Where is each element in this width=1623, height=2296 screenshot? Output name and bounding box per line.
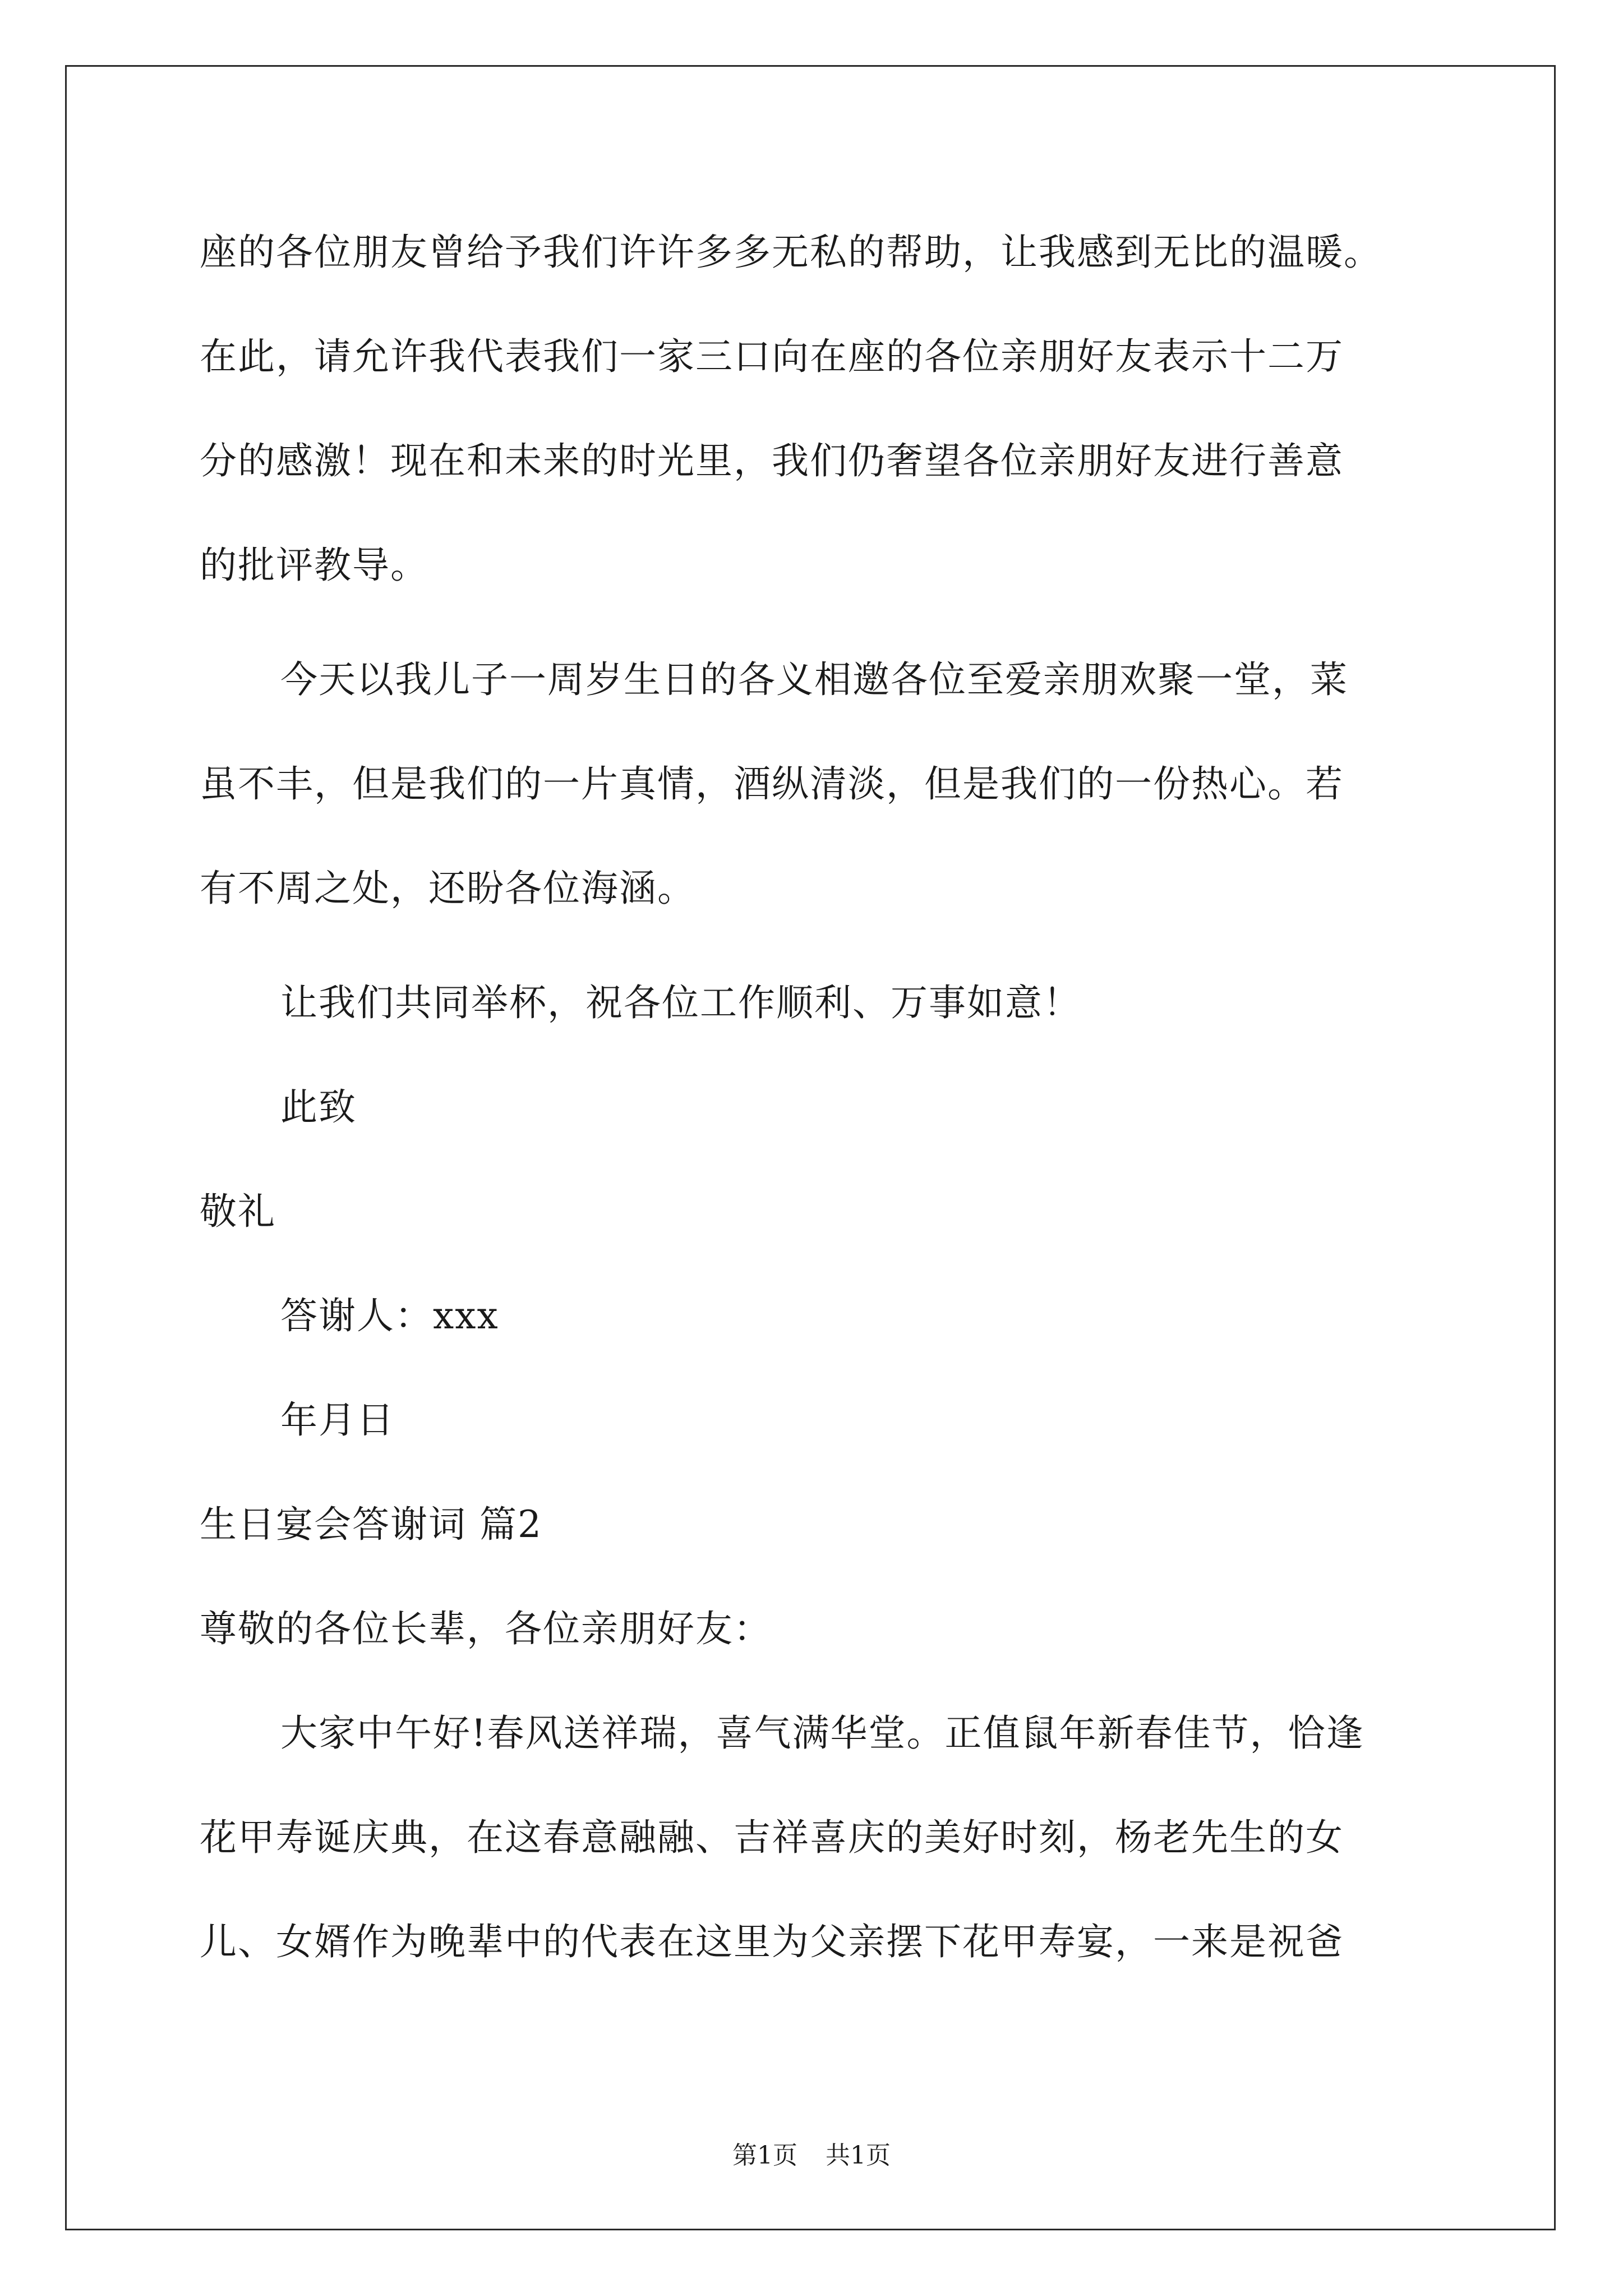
page-number: 第1页	[732, 2141, 797, 2170]
body-line-6: 虽不丰，但是我们的一片真情，酒纵清淡，但是我们的一份热心。若	[200, 762, 1344, 806]
body-line-2: 在此，请允许我代表我们一家三口向在座的各位亲朋好友表示十二万	[200, 335, 1344, 378]
toast-line: 让我们共同举杯，祝各位工作顺利、万事如意！	[280, 981, 1081, 1024]
closing-salutation: 此致	[280, 1085, 357, 1129]
paragraph-start: 今天以我儿子一周岁生日的各义相邀各位至爱亲朋欢聚一堂，菜	[280, 658, 1348, 701]
greeting-line: 尊敬的各位长辈，各位亲朋好友：	[200, 1607, 772, 1650]
page-footer	[0, 2140, 1623, 2171]
body-line-16: 花甲寿诞庆典，在这春意融融、吉祥喜庆的美好时刻，杨老先生的女	[200, 1816, 1344, 1859]
signature-line: 答谢人：xxx	[280, 1294, 499, 1337]
body-line-7: 有不周之处，还盼各位海涵。	[200, 867, 695, 910]
body-line-1: 座的各位朋友曾给予我们许许多多无私的帮助，让我感到无比的温暖。	[200, 231, 1382, 274]
section-heading: 生日宴会答谢词 篇2	[200, 1503, 542, 1546]
body-line-3: 分的感激！现在和未来的时光里，我们仍奢望各位亲朋好友进行善意	[200, 439, 1344, 482]
paragraph-start-2: 大家中午好!春风送祥瑞，喜气满华堂。正值鼠年新春佳节，恰逢	[280, 1711, 1364, 1755]
body-line-17: 儿、女婿作为晚辈中的代表在这里为父亲摆下花甲寿宴，一来是祝爸	[200, 1920, 1344, 1963]
closing-respect: 敬礼	[200, 1190, 276, 1233]
date-line: 年月日	[280, 1398, 395, 1442]
body-line-4: 的批评教导。	[200, 544, 428, 587]
page-frame	[65, 65, 1556, 2230]
page-total: 共1页	[826, 2141, 891, 2170]
